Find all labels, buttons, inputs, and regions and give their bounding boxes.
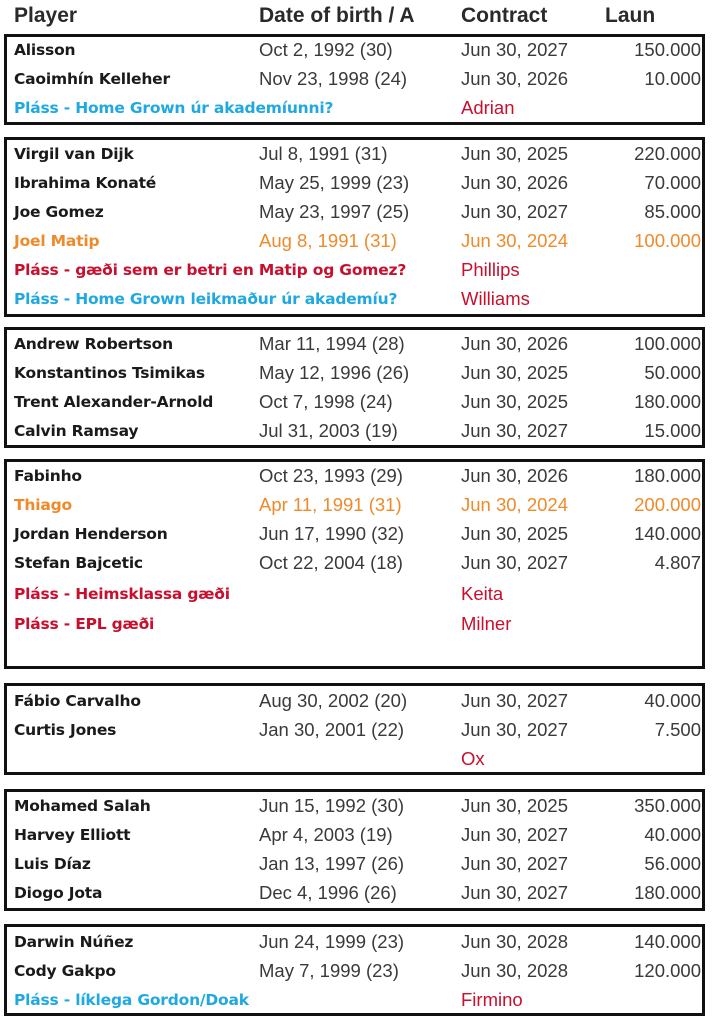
player-name: Joe Gomez (14, 203, 104, 221)
date-of-birth: Oct 2, 1992 (30) (259, 39, 393, 60)
contract-end: Jun 30, 2025 (461, 362, 568, 383)
departing-player: Milner (461, 613, 512, 634)
player-name: Trent Alexander-Arnold (14, 393, 214, 411)
player-name: Mohamed Salah (14, 797, 151, 815)
date-of-birth: May 23, 1997 (25) (259, 201, 410, 222)
open-slot-label: Pláss - Home Grown leikmaður úr akademíu? (14, 290, 398, 308)
open-slot-label: Pláss - Home Grown úr akademíunni? (14, 99, 334, 117)
player-name: Fábio Carvalho (14, 692, 141, 710)
contract-end: Jun 30, 2028 (461, 960, 568, 981)
date-of-birth: Apr 4, 2003 (19) (259, 824, 393, 845)
date-of-birth: Oct 7, 1998 (24) (259, 391, 393, 412)
open-slot-label: Pláss - gæði sem er betri en Matip og Gomez? (14, 261, 407, 279)
salary: 350.000 (634, 795, 701, 816)
departing-player: Ox (461, 748, 485, 769)
header-player: Player (14, 4, 78, 27)
table-row (0, 139, 713, 169)
table-row (0, 927, 713, 957)
date-of-birth: Jun 24, 1999 (23) (259, 931, 405, 952)
date-of-birth: Oct 23, 1993 (29) (259, 465, 403, 486)
contract-end: Jun 30, 2025 (461, 391, 568, 412)
table-row (0, 791, 713, 821)
contract-end: Jun 30, 2027 (461, 824, 568, 845)
salary: 4.807 (654, 552, 701, 573)
table-row (0, 35, 713, 65)
open-slot-label: Pláss - EPL gæði (14, 615, 155, 633)
player-name: Jordan Henderson (14, 525, 168, 543)
salary: 200.000 (634, 494, 701, 515)
table-row-highlighted (0, 226, 713, 256)
salary: 140.000 (634, 523, 701, 544)
table-row (0, 461, 713, 491)
player-name: Stefan Bajcetic (14, 554, 143, 572)
date-of-birth: Jun 15, 1992 (30) (259, 795, 405, 816)
salary: 180.000 (634, 882, 701, 903)
contract-end: Jun 30, 2027 (461, 719, 568, 740)
contract-end: Jun 30, 2027 (461, 420, 568, 441)
salary: 40.000 (644, 690, 701, 711)
date-of-birth: Aug 8, 1991 (31) (259, 230, 397, 251)
open-slot-row (0, 284, 713, 314)
open-slot-row (0, 93, 713, 123)
open-slot-row (0, 255, 713, 285)
date-of-birth: Aug 30, 2002 (20) (259, 690, 408, 711)
player-name: Andrew Robertson (14, 335, 173, 353)
date-of-birth: Jul 31, 2003 (19) (259, 420, 398, 441)
salary: 15.000 (644, 420, 701, 441)
open-slot-row (0, 985, 713, 1015)
contract-end: Jun 30, 2025 (461, 795, 568, 816)
salary: 50.000 (644, 362, 701, 383)
player-name: Thiago (14, 496, 72, 514)
open-slot-label: Pláss - líklega Gordon/Doak (14, 991, 249, 1009)
departing-player: Phillips (461, 259, 520, 280)
salary: 100.000 (634, 230, 701, 251)
salary: 120.000 (634, 960, 701, 981)
table-row (0, 168, 713, 198)
table-row (0, 878, 713, 908)
player-name: Konstantinos Tsimikas (14, 364, 205, 382)
contract-end: Jun 30, 2027 (461, 201, 568, 222)
date-of-birth: Oct 22, 2004 (18) (259, 552, 403, 573)
salary: 180.000 (634, 391, 701, 412)
contract-end: Jun 30, 2026 (461, 333, 568, 354)
player-name: Darwin Núñez (14, 933, 134, 951)
salary: 7.500 (654, 719, 701, 740)
player-name: Cody Gakpo (14, 962, 116, 980)
departing-player: Firmino (461, 989, 523, 1010)
contract-end: Jun 30, 2025 (461, 143, 568, 164)
player-name: Virgil van Dijk (14, 145, 134, 163)
date-of-birth: Dec 4, 1996 (26) (259, 882, 397, 903)
salary: 10.000 (644, 68, 701, 89)
date-of-birth: Jul 8, 1991 (31) (259, 143, 388, 164)
contract-end: Jun 30, 2028 (461, 931, 568, 952)
salary: 40.000 (644, 824, 701, 845)
header-salary: Laun (605, 4, 656, 27)
table-row (0, 820, 713, 850)
date-of-birth: May 25, 1999 (23) (259, 172, 410, 193)
player-name: Ibrahima Konaté (14, 174, 157, 192)
table-row (0, 64, 713, 94)
salary: 70.000 (644, 172, 701, 193)
player-name: Calvin Ramsay (14, 422, 139, 440)
date-of-birth: Mar 11, 1994 (28) (259, 333, 405, 354)
player-name: Alisson (14, 41, 76, 59)
date-of-birth: May 12, 1996 (26) (259, 362, 410, 383)
player-name: Luis Díaz (14, 855, 91, 873)
table-row-highlighted (0, 490, 713, 520)
player-name: Fabinho (14, 467, 82, 485)
date-of-birth: Jun 17, 1990 (32) (259, 523, 405, 544)
player-name: Caoimhín Kelleher (14, 70, 170, 88)
date-of-birth: Jan 13, 1997 (26) (259, 853, 405, 874)
table-row (0, 956, 713, 986)
contract-end: Jun 30, 2027 (461, 882, 568, 903)
player-name: Joel Matip (14, 232, 100, 250)
salary: 140.000 (634, 931, 701, 952)
salary: 180.000 (634, 465, 701, 486)
table-row (0, 548, 713, 578)
header-date-of-birth: Date of birth / A (259, 4, 415, 27)
salary: 85.000 (644, 201, 701, 222)
open-slot-row (0, 579, 713, 609)
date-of-birth: May 7, 1999 (23) (259, 960, 399, 981)
open-slot-row (0, 609, 713, 639)
departing-player: Keita (461, 583, 504, 604)
player-name: Diogo Jota (14, 884, 103, 902)
table-row (0, 358, 713, 388)
table-row (0, 329, 713, 359)
contract-end: Jun 30, 2024 (461, 230, 568, 251)
contract-end: Jun 30, 2025 (461, 523, 568, 544)
table-row (0, 849, 713, 879)
open-slot-row (0, 744, 713, 774)
departing-player: Adrian (461, 97, 515, 118)
contract-end: Jun 30, 2024 (461, 494, 568, 515)
table-row (0, 686, 713, 716)
date-of-birth: Apr 11, 1991 (31) (259, 494, 402, 515)
salary: 100.000 (634, 333, 701, 354)
open-slot-label: Pláss - Heimsklassa gæði (14, 585, 230, 603)
contract-end: Jun 30, 2027 (461, 552, 568, 573)
salary: 150.000 (634, 39, 701, 60)
table-row (0, 387, 713, 417)
table-row (0, 519, 713, 549)
player-name: Curtis Jones (14, 721, 117, 739)
departing-player: Williams (461, 288, 530, 309)
header-contract: Contract (461, 4, 548, 27)
contract-end: Jun 30, 2026 (461, 172, 568, 193)
contract-end: Jun 30, 2026 (461, 465, 568, 486)
contract-end: Jun 30, 2027 (461, 39, 568, 60)
contract-end: Jun 30, 2027 (461, 690, 568, 711)
contract-end: Jun 30, 2026 (461, 68, 568, 89)
table-row (0, 197, 713, 227)
date-of-birth: Nov 23, 1998 (24) (259, 68, 408, 89)
salary: 56.000 (644, 853, 701, 874)
contract-end: Jun 30, 2027 (461, 853, 568, 874)
table-row (0, 416, 713, 446)
player-name: Harvey Elliott (14, 826, 131, 844)
table-row (0, 715, 713, 745)
date-of-birth: Jan 30, 2001 (22) (259, 719, 405, 740)
salary: 220.000 (634, 143, 701, 164)
